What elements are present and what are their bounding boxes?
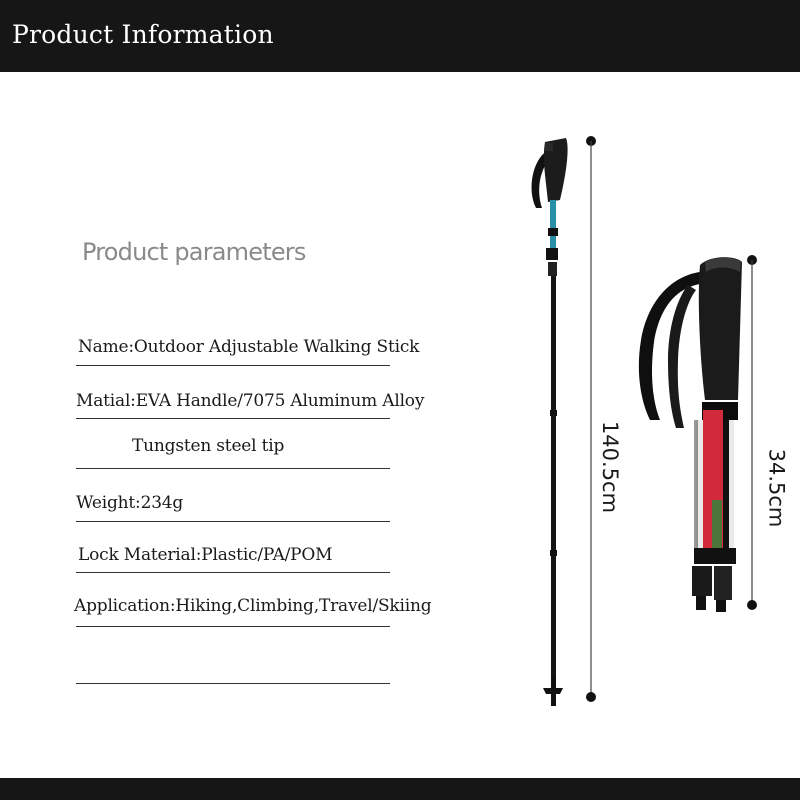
divider-line bbox=[76, 365, 390, 366]
folded-length-dimension-line bbox=[747, 255, 757, 610]
divider-line bbox=[76, 626, 390, 627]
divider-line bbox=[76, 521, 390, 522]
divider-line bbox=[76, 683, 390, 684]
param-name: Name:Outdoor Adjustable Walking Stick bbox=[78, 337, 420, 357]
page-title: Product Information bbox=[12, 20, 274, 49]
footer-bar bbox=[0, 778, 800, 800]
param-weight: Weight:234g bbox=[76, 493, 184, 513]
folded-walking-stick bbox=[639, 257, 742, 612]
folded-length-label: 34.5cm bbox=[764, 448, 789, 528]
full-length-dimension-line bbox=[586, 136, 596, 702]
divider-line bbox=[76, 418, 390, 419]
divider-line bbox=[76, 468, 390, 469]
param-material: Matial:EVA Handle/7075 Aluminum Alloy bbox=[76, 391, 425, 411]
divider-line bbox=[76, 572, 390, 573]
header-bar bbox=[0, 0, 800, 72]
param-tip: Tungsten steel tip bbox=[132, 436, 285, 456]
param-application: Application:Hiking,Climbing,Travel/Skiing bbox=[74, 596, 432, 616]
extended-walking-stick bbox=[532, 138, 568, 706]
full-length-label: 140.5cm bbox=[598, 420, 623, 514]
param-lock-material: Lock Material:Plastic/PA/POM bbox=[78, 545, 333, 565]
section-heading: Product parameters bbox=[82, 238, 306, 266]
